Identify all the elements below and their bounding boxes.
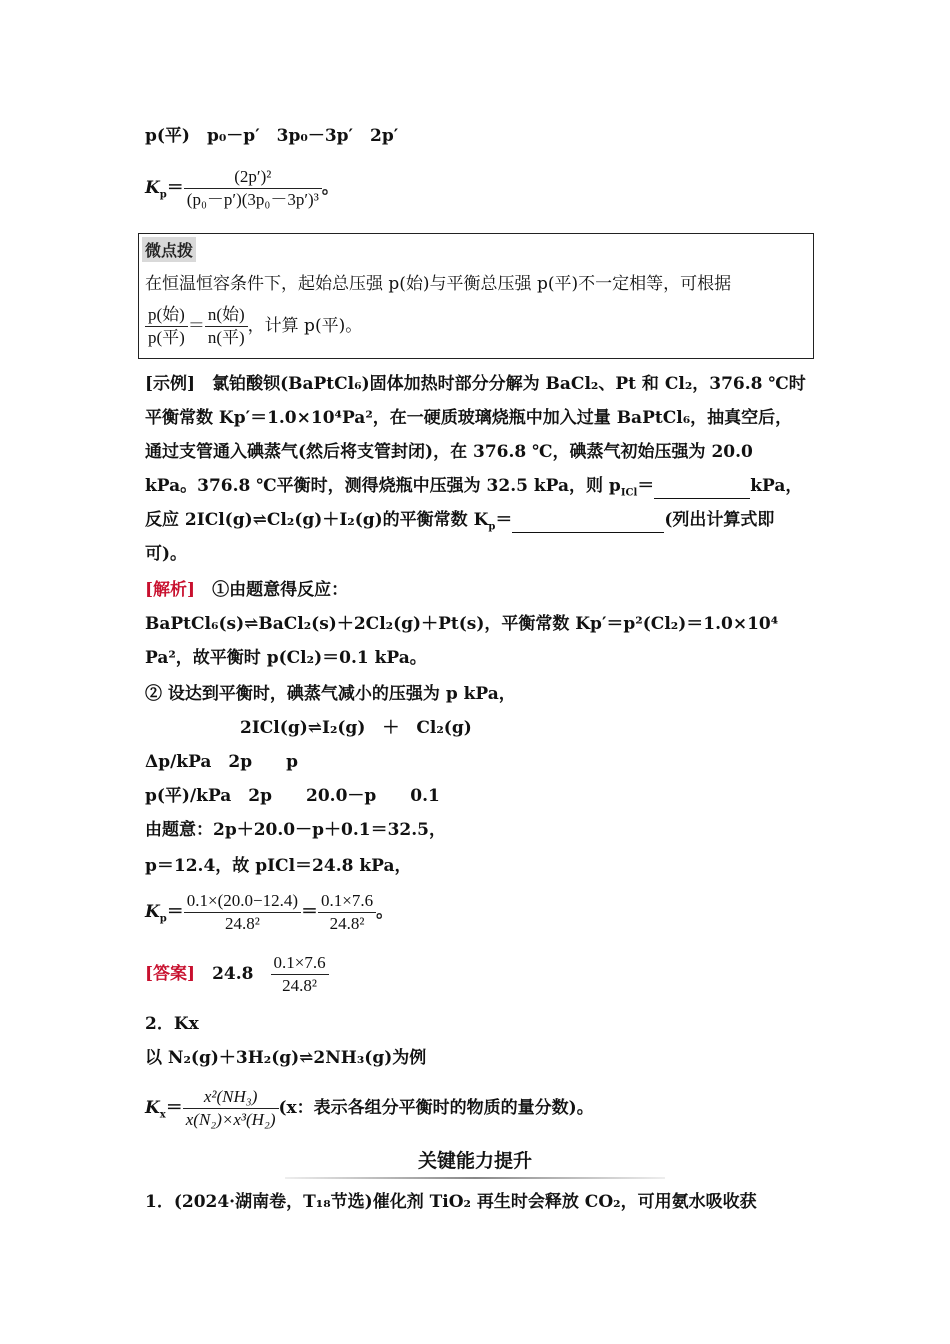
tip-fraction-p: $\frac{\text{p(始)}}{\text{p(平)}}$ [145,304,188,349]
analysis-fraction-2: $\frac{0.1\times 7.6}{\text{24.8²}}$ [318,890,376,935]
question-1: 1．(2024·湖南卷，T₁₈节选)催化剂 TiO₂ 再生时会释放 CO₂，可用氨水吸收获 [145,1192,757,1212]
example-tag: [示例] [145,374,196,394]
section-heading: 关键能力提升 [417,1150,532,1172]
kp-formula: $K_p=$ $\frac{\text{(2p′)²}}{\text{(p₀－p′)(3p₀－3p′)³}}$ 。 [145,167,339,209]
analysis-fraction-1: $\frac{0.1\times(20.0-12.4)}{\text{24.8²}}$ [184,890,301,935]
example-line-4: kPa。376.8 ℃平衡时，测得烧瓶中压强为 32.5 kPa，则 $p_{ICl}=$ kPa， [145,476,803,499]
analysis-line-9: p＝12.4，故 pICl＝24.8 kPa， [145,856,412,876]
tip-line-2: $\frac{\text{p(始)}}{\text{p(平)}}$ ＝ $\frac{\text{n(始)}}{\text{n(平)}}$ ，计算 p(平)。 [145,304,362,349]
example-line-3: 通过支管通入碘蒸气(然后将支管封闭)，在 376.8 ℃，碘蒸气初始压强为 20.0 [145,442,753,462]
kx-fraction: $\frac{\text{x²(NH₃)}}{\text{x(N₂)×x³(H₂)}}$ [183,1086,279,1131]
example-line-5: 反应 2ICl(g)⇌Cl₂(g)＋I₂(g)的平衡常数 $K_p=$ (列出计算式即 [145,510,775,533]
analysis-line-2: BaPtCl₆(s)⇌BaCl₂(s)＋2Cl₂(g)＋Pt(s)，平衡常数 Kp′＝p²(Cl₂)＝1.0×10⁴ [145,614,779,634]
kx-formula: $K_x=$ $\frac{\text{x²(NH₃)}}{\text{x(N₂)×x³(H₂)}}$ (x：表示各组分平衡时的物质的量分数)。 [145,1087,594,1129]
analysis-line-8: 由题意：2p＋20.0－p＋0.1＝32.5， [145,820,446,840]
analysis-line-3: Pa²，故平衡时 p(Cl₂)＝0.1 kPa。 [145,648,427,668]
answer-fraction: $\frac{0.1\times 7.6}{\text{24.8²}}$ [271,952,329,997]
tip-line-1: 在恒温恒容条件下，起始总压强 p(始)与平衡总压强 p(平)不一定相等，可根据 [145,274,732,294]
analysis-line-1: [解析] ①由题意得反应： [145,580,349,600]
analysis-line-4: ② 设达到平衡时，碘蒸气减小的压强为 p kPa， [145,684,516,704]
table-row-p-equilibrium: p(平) p₀－p′ 3p₀－3p′ 2p′ [145,126,399,146]
answer-blank-2[interactable] [512,508,664,533]
tip-fraction-n: $\frac{\text{n(始)}}{\text{n(平)}}$ [205,304,248,349]
analysis-equilibrium-row: p(平)/kPa 2p 20.0－p 0.1 [145,786,440,806]
answer-blank-1[interactable] [654,474,750,499]
analysis-tag: [解析] [145,580,196,600]
analysis-kp-formula: $K_p=$ $\frac{0.1\times(20.0-12.4)}{\text{24.8²}}$ ＝ $\frac{0.1\times 7.6}{\text{24.8²}}$ 。 [145,891,394,933]
analysis-delta-row: Δp/kPa 2p p [145,752,299,772]
kp-fraction: $\frac{\text{(2p′)²}}{\text{(p₀－p′)(3p₀－3p′)³}}$ [184,166,322,211]
analysis-equation: 2ICl(g)⇌I₂(g) ＋ Cl₂(g) [240,718,472,738]
kx-example: 以 N₂(g)＋3H₂(g)⇌2NH₃(g)为例 [145,1048,427,1068]
example-line-1: [示例] 氯铂酸钡(BaPtCl₆)固体加热时部分分解为 BaCl₂、Pt 和 Cl₂，376.8 ℃时 [145,374,806,394]
answer-tag: [答案] [145,964,196,984]
tip-tag: 微点拨 [142,237,196,262]
answer-line: [答案] 24.8 $\frac{0.1\times 7.6}{\text{24.8²}}$ [145,952,329,997]
kx-title: 2．Kx [145,1014,199,1034]
example-line-2: 平衡常数 Kp′＝1.0×10⁴Pa²，在一硬质玻璃烧瓶中加入过量 BaPtCl₆，抽真空后， [145,408,793,428]
example-line-6: 可)。 [145,544,188,564]
section-heading-rule [285,1177,665,1179]
